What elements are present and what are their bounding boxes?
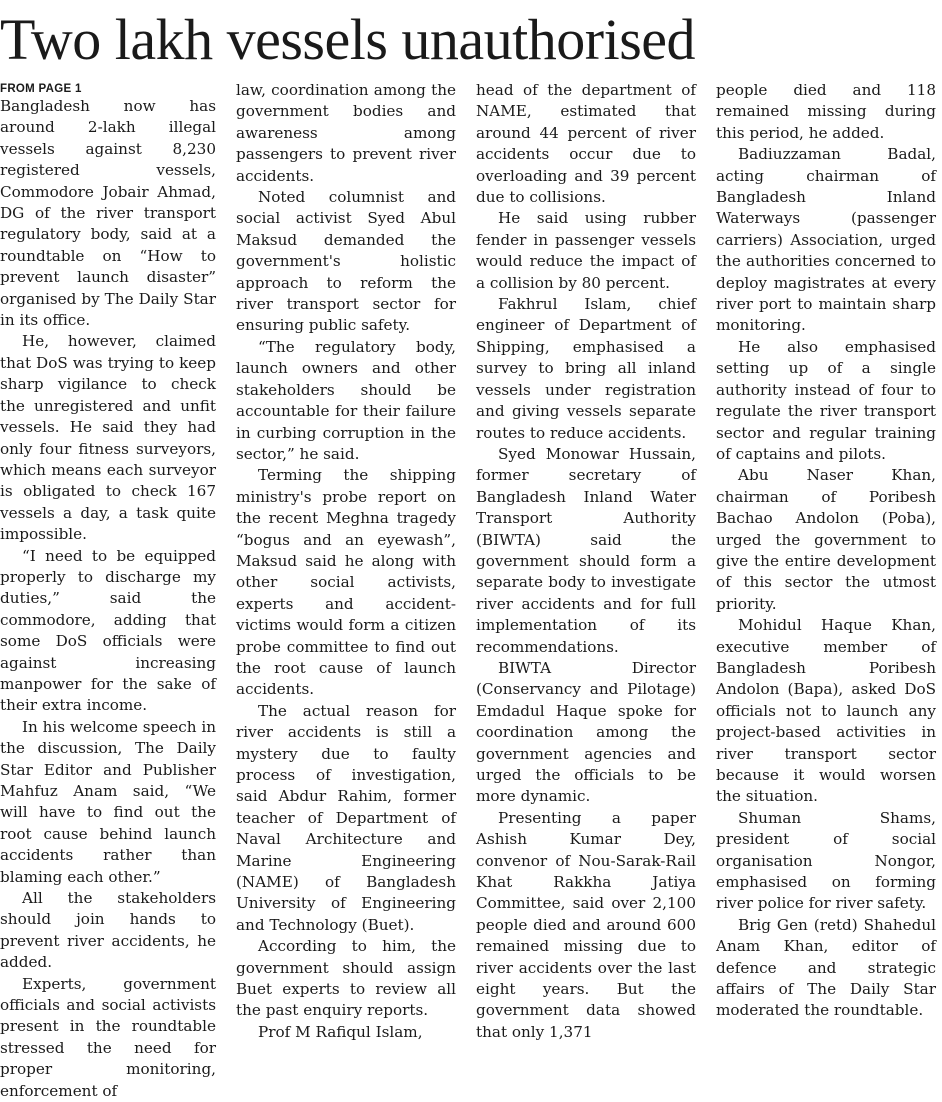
paragraph: Terming the shipping ministry's probe report on the recent Meghna tragedy “bogus and an eyewash”, Maksud said he along with other social activists, experts and accident-victims would form a citizen probe committee to find out the root cause of launch accidents. xyxy=(236,466,456,699)
kicker-from-page-1: FROM PAGE 1 xyxy=(0,83,82,95)
paragraph: Abu Naser Khan, chairman of Poribesh Bachao Andolon (Poba), urged the government to give the entire development of this sector the utmost priority. xyxy=(716,466,936,613)
paragraph: In his welcome speech in the discussion, The Daily Star Editor and Publisher Mahfuz Anam said, “We will have to find out the root cause behind launch accidents rather than blaming each other.” xyxy=(0,717,216,886)
paragraph: The actual reason for river accidents is still a mystery due to faulty process of investigation, said Abdur Rahim, former teacher of Department of Naval Architecture and Marine Engineering (NAME) of Bangladesh University of Engineering and Technology (Buet). xyxy=(236,701,456,934)
paragraph: head of the department of NAME, estimated that around 44 percent of river accidents occur due to overloading and 39 percent due to collisions. xyxy=(476,81,696,207)
paragraph: BIWTA Director (Conservancy and Pilotage) Emdadul Haque spoke for coordination among the government agencies and urged the officials to be more dynamic. xyxy=(476,658,696,806)
headline: Two lakh vessels unauthorised xyxy=(0,7,696,72)
paragraph: “I need to be equipped properly to discharge my duties,” said the commodore, adding that some DoS officials were against increasing manpower for the sake of their extra income. xyxy=(0,546,216,715)
paragraph: He also emphasised setting up of a single authority instead of four to regulate the river transport sector and regular training of captains and pilots. xyxy=(716,337,936,463)
paragraph: Badiuzzaman Badal, acting chairman of Bangladesh Inland Waterways (passenger carriers) Association, urged the authorities concerned to deploy magistrates at every river port to maintain sharp monitoring. xyxy=(716,145,936,335)
paragraph: Brig Gen (retd) Shahedul Anam Khan, editor of defence and strategic affairs of The Daily Star moderated the roundtable. xyxy=(716,915,936,1020)
paragraph: He, however, claimed that DoS was trying to keep sharp vigilance to check the unregistered and unfit vessels. He said they had only four fitness surveyors, which means each surveyor is obligated to check 167 vessels a day, a task quite impossible. xyxy=(0,332,216,544)
paragraph: He said using rubber fender in passenger vessels would reduce the impact of a collision by 80 percent. xyxy=(476,209,696,292)
paragraph: people died and 118 remained missing during this period, he added. xyxy=(716,81,936,142)
paragraph: Fakhrul Islam, chief engineer of Department of Shipping, emphasised a survey to bring all inland vessels under registration and giving vessels separate routes to reduce accidents. xyxy=(476,295,696,442)
paragraph: Syed Monowar Hussain, former secretary of Bangladesh Inland Water Transport Authority (BIWTA) said the government should form a separate body to investigate river accidents and for full implementation of its recommendations. xyxy=(476,444,696,656)
paragraph: “The regulatory body, launch owners and other stakeholders should be accountable for their failure in curbing corruption in the sector,” he said. xyxy=(236,337,456,463)
paragraph: Presenting a paper Ashish Kumar Dey, convenor of Nou-Sarak-Rail Khat Rakkha Jatiya Committee, said over 2,100 people died and around 600 remained missing due to river accidents over the last eight years. But the government data showed that only 1,371 xyxy=(476,808,696,1041)
article-column-1 xyxy=(0,82,216,1100)
article-column-2 xyxy=(236,80,456,1041)
article-column-3 xyxy=(476,80,696,1041)
paragraph: Prof M Rafiqul Islam, xyxy=(258,1022,423,1041)
paragraph: Bangladesh now has around 2-lakh illegal vessels against 8,230 registered vessels, Commodore Jobair Ahmad, DG of the river transport regulatory body, said at a roundtable on “How to prevent launch disaster” organised by The Daily Star in its office. xyxy=(0,97,216,330)
paragraph: law, coordination among the government bodies and awareness among passengers to prevent river accidents. xyxy=(236,81,456,185)
paragraph: Shuman Shams, president of social organisation Nongor, emphasised on forming river police for river safety. xyxy=(716,808,936,913)
paragraph: All the stakeholders should join hands to prevent river accidents, he added. xyxy=(0,889,216,972)
paragraph: According to him, the government should assign Buet experts to review all the past enquiry reports. xyxy=(236,937,456,1020)
paragraph: Noted columnist and social activist Syed Abul Maksud demanded the government's holistic approach to reform the river transport sector for ensuring public safety. xyxy=(236,188,456,335)
paragraph: Experts, government officials and social activists present in the roundtable stressed the need for proper monitoring, enforcement of xyxy=(0,974,216,1100)
article-column-4 xyxy=(716,80,936,1020)
paragraph: Mohidul Haque Khan, executive member of Bangladesh Poribesh Andolon (Bapa), asked DoS officials not to launch any project-based activities in river transport sector because it would worsen the situation. xyxy=(716,616,936,806)
